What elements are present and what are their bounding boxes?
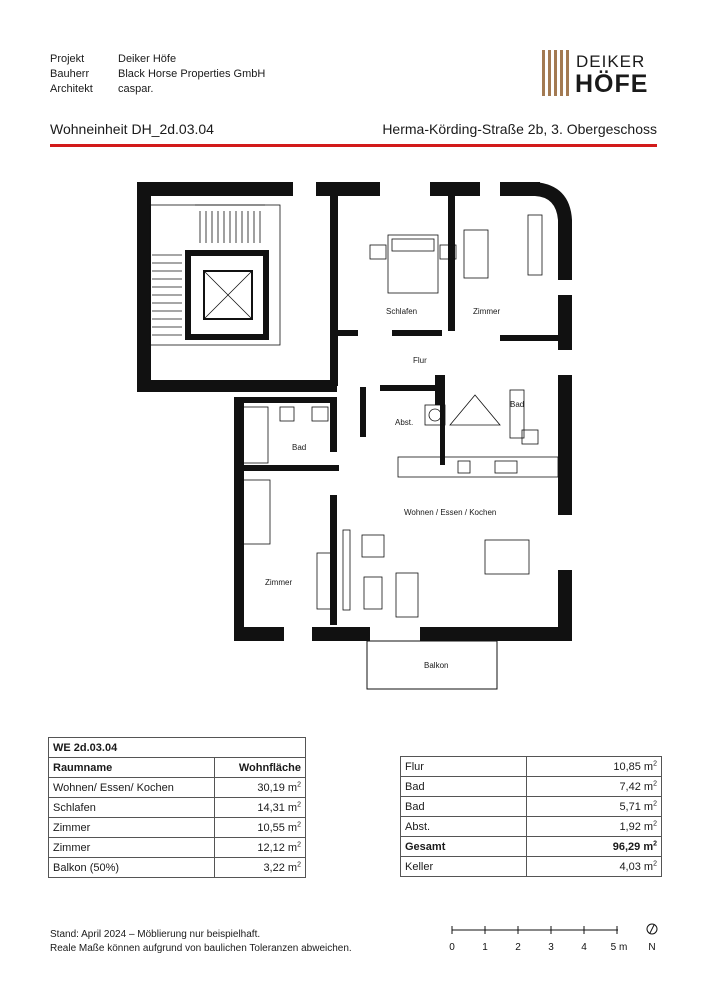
area-unit: m xyxy=(643,780,654,793)
room-area-cell: 1,92 $m^2$ xyxy=(526,817,662,837)
room-bad-left: Bad xyxy=(292,443,307,452)
room-name: Flur xyxy=(401,757,527,777)
compass-icon xyxy=(647,924,657,934)
table-row xyxy=(49,858,306,878)
area-unit: m xyxy=(287,821,298,834)
room-area-cell: 5,71 $m^2$ xyxy=(526,797,662,817)
scale-tick: 3 xyxy=(548,942,554,953)
area-unit: m xyxy=(287,801,298,814)
room-area: 12,12 xyxy=(257,841,285,854)
table-row xyxy=(401,797,662,817)
area-unit: m xyxy=(643,820,654,833)
area-unit: m xyxy=(643,800,654,813)
room-area: 10,85 xyxy=(613,760,641,773)
table-row xyxy=(401,857,662,877)
floor-plan xyxy=(130,175,580,695)
room-name: Schlafen xyxy=(49,798,215,818)
room-flur: Flur xyxy=(413,356,427,365)
table-row xyxy=(401,757,662,777)
client-key: Bauherr xyxy=(50,68,90,80)
room-name: Gesamt xyxy=(401,837,527,857)
furniture xyxy=(240,215,558,617)
room-name: Bad xyxy=(401,797,527,817)
scale-tick: 4 xyxy=(581,942,587,953)
room-wohnen: Wohnen / Essen / Kochen xyxy=(404,508,497,517)
table-row xyxy=(49,778,306,798)
scale-tick: 1 xyxy=(482,942,488,953)
room-area-cell: 3,22 $m^2$ xyxy=(215,858,306,878)
area-unit: m xyxy=(643,860,654,873)
table-row xyxy=(401,817,662,837)
header-room-name: Raumname xyxy=(49,758,215,778)
room-name: Bad xyxy=(401,777,527,797)
footer-line1: Stand: April 2024 – Möblierung nur beispielhaft. xyxy=(50,929,261,940)
room-name: Wohnen/ Essen/ Kochen xyxy=(49,778,215,798)
architect-key: Architekt xyxy=(50,83,93,95)
unit-title: Wohneinheit DH_2d.03.04 xyxy=(50,121,214,137)
staircase xyxy=(150,205,280,345)
footer-line2: Reale Maße können aufgrund von baulichen Toleranzen abweichen. xyxy=(50,943,352,954)
scale-tick: 0 xyxy=(449,942,455,953)
table-row xyxy=(49,818,306,838)
room-abst: Abst. xyxy=(395,418,414,427)
table-header-row xyxy=(49,758,306,778)
room-area-cell: 7,42 $m^2$ xyxy=(526,777,662,797)
room-name: Zimmer xyxy=(49,818,215,838)
scale-bar xyxy=(448,920,663,955)
area-table-main xyxy=(48,737,306,878)
header-divider xyxy=(50,144,657,147)
room-name: Keller xyxy=(401,857,527,877)
room-area: 10,55 xyxy=(257,821,285,834)
room-schlafen: Schlafen xyxy=(386,307,418,316)
room-area: 4,03 xyxy=(619,860,641,873)
project-row xyxy=(50,52,265,67)
address: Herma-Körding-Straße 2b, 3. Obergeschoss xyxy=(382,121,657,137)
room-name: Zimmer xyxy=(49,838,215,858)
table-row xyxy=(401,777,662,797)
room-balkon: Balkon xyxy=(424,661,449,670)
room-area: 96,29 xyxy=(612,840,641,853)
architect-value: caspar. xyxy=(118,83,154,95)
room-area-cell: 12,12 $m^2$ xyxy=(215,838,306,858)
table-title: WE 2d.03.04 xyxy=(49,738,306,758)
room-bad-right: Bad xyxy=(510,400,525,409)
project-info xyxy=(50,52,265,97)
area-unit: m xyxy=(287,781,298,794)
client-value: Black Horse Properties GmbH xyxy=(118,68,266,80)
room-area: 3,22 xyxy=(263,861,285,874)
room-area-cell: 10,55 $m^2$ xyxy=(215,818,306,838)
room-name: Balkon (50%) xyxy=(49,858,215,878)
table-title-row xyxy=(49,738,306,758)
footer-note xyxy=(50,928,352,956)
architect-row xyxy=(50,82,265,97)
room-area: 7,42 xyxy=(619,780,641,793)
logo-line1: DEIKER xyxy=(576,52,646,71)
logo-line2: HÖFE xyxy=(575,70,649,98)
north-label: N xyxy=(648,942,656,953)
area-unit: m xyxy=(643,760,654,773)
room-area-cell: 14,31 $m^2$ xyxy=(215,798,306,818)
room-area-cell: 4,03 $m^2$ xyxy=(526,857,662,877)
room-area-cell: 30,19 $m^2$ xyxy=(215,778,306,798)
room-area-cell: 96,29 $m^2$ xyxy=(526,837,662,857)
header-living-area: Wohnfläche xyxy=(215,758,306,778)
logo-bars-icon xyxy=(540,50,570,96)
project-value: Deiker Höfe xyxy=(118,53,177,65)
area-unit: m xyxy=(643,840,654,853)
room-area: 14,31 xyxy=(257,801,285,814)
scale-tick: 2 xyxy=(515,942,521,953)
deiker-hoefe-logo xyxy=(540,50,660,96)
room-zimmer-left: Zimmer xyxy=(265,578,293,587)
room-zimmer-top: Zimmer xyxy=(473,307,501,316)
area-table-side xyxy=(400,756,662,877)
table-row-total xyxy=(401,837,662,857)
room-area: 30,19 xyxy=(257,781,285,794)
table-row xyxy=(49,798,306,818)
room-area: 1,92 xyxy=(619,820,641,833)
room-name: Abst. xyxy=(401,817,527,837)
area-unit: m xyxy=(287,841,298,854)
table-row xyxy=(49,838,306,858)
project-key: Projekt xyxy=(50,53,85,65)
client-row xyxy=(50,67,265,82)
area-unit: m xyxy=(287,861,298,874)
scale-tick: 5 m xyxy=(610,942,628,953)
room-area: 5,71 xyxy=(619,800,641,813)
room-area-cell: 10,85 $m^2$ xyxy=(526,757,662,777)
